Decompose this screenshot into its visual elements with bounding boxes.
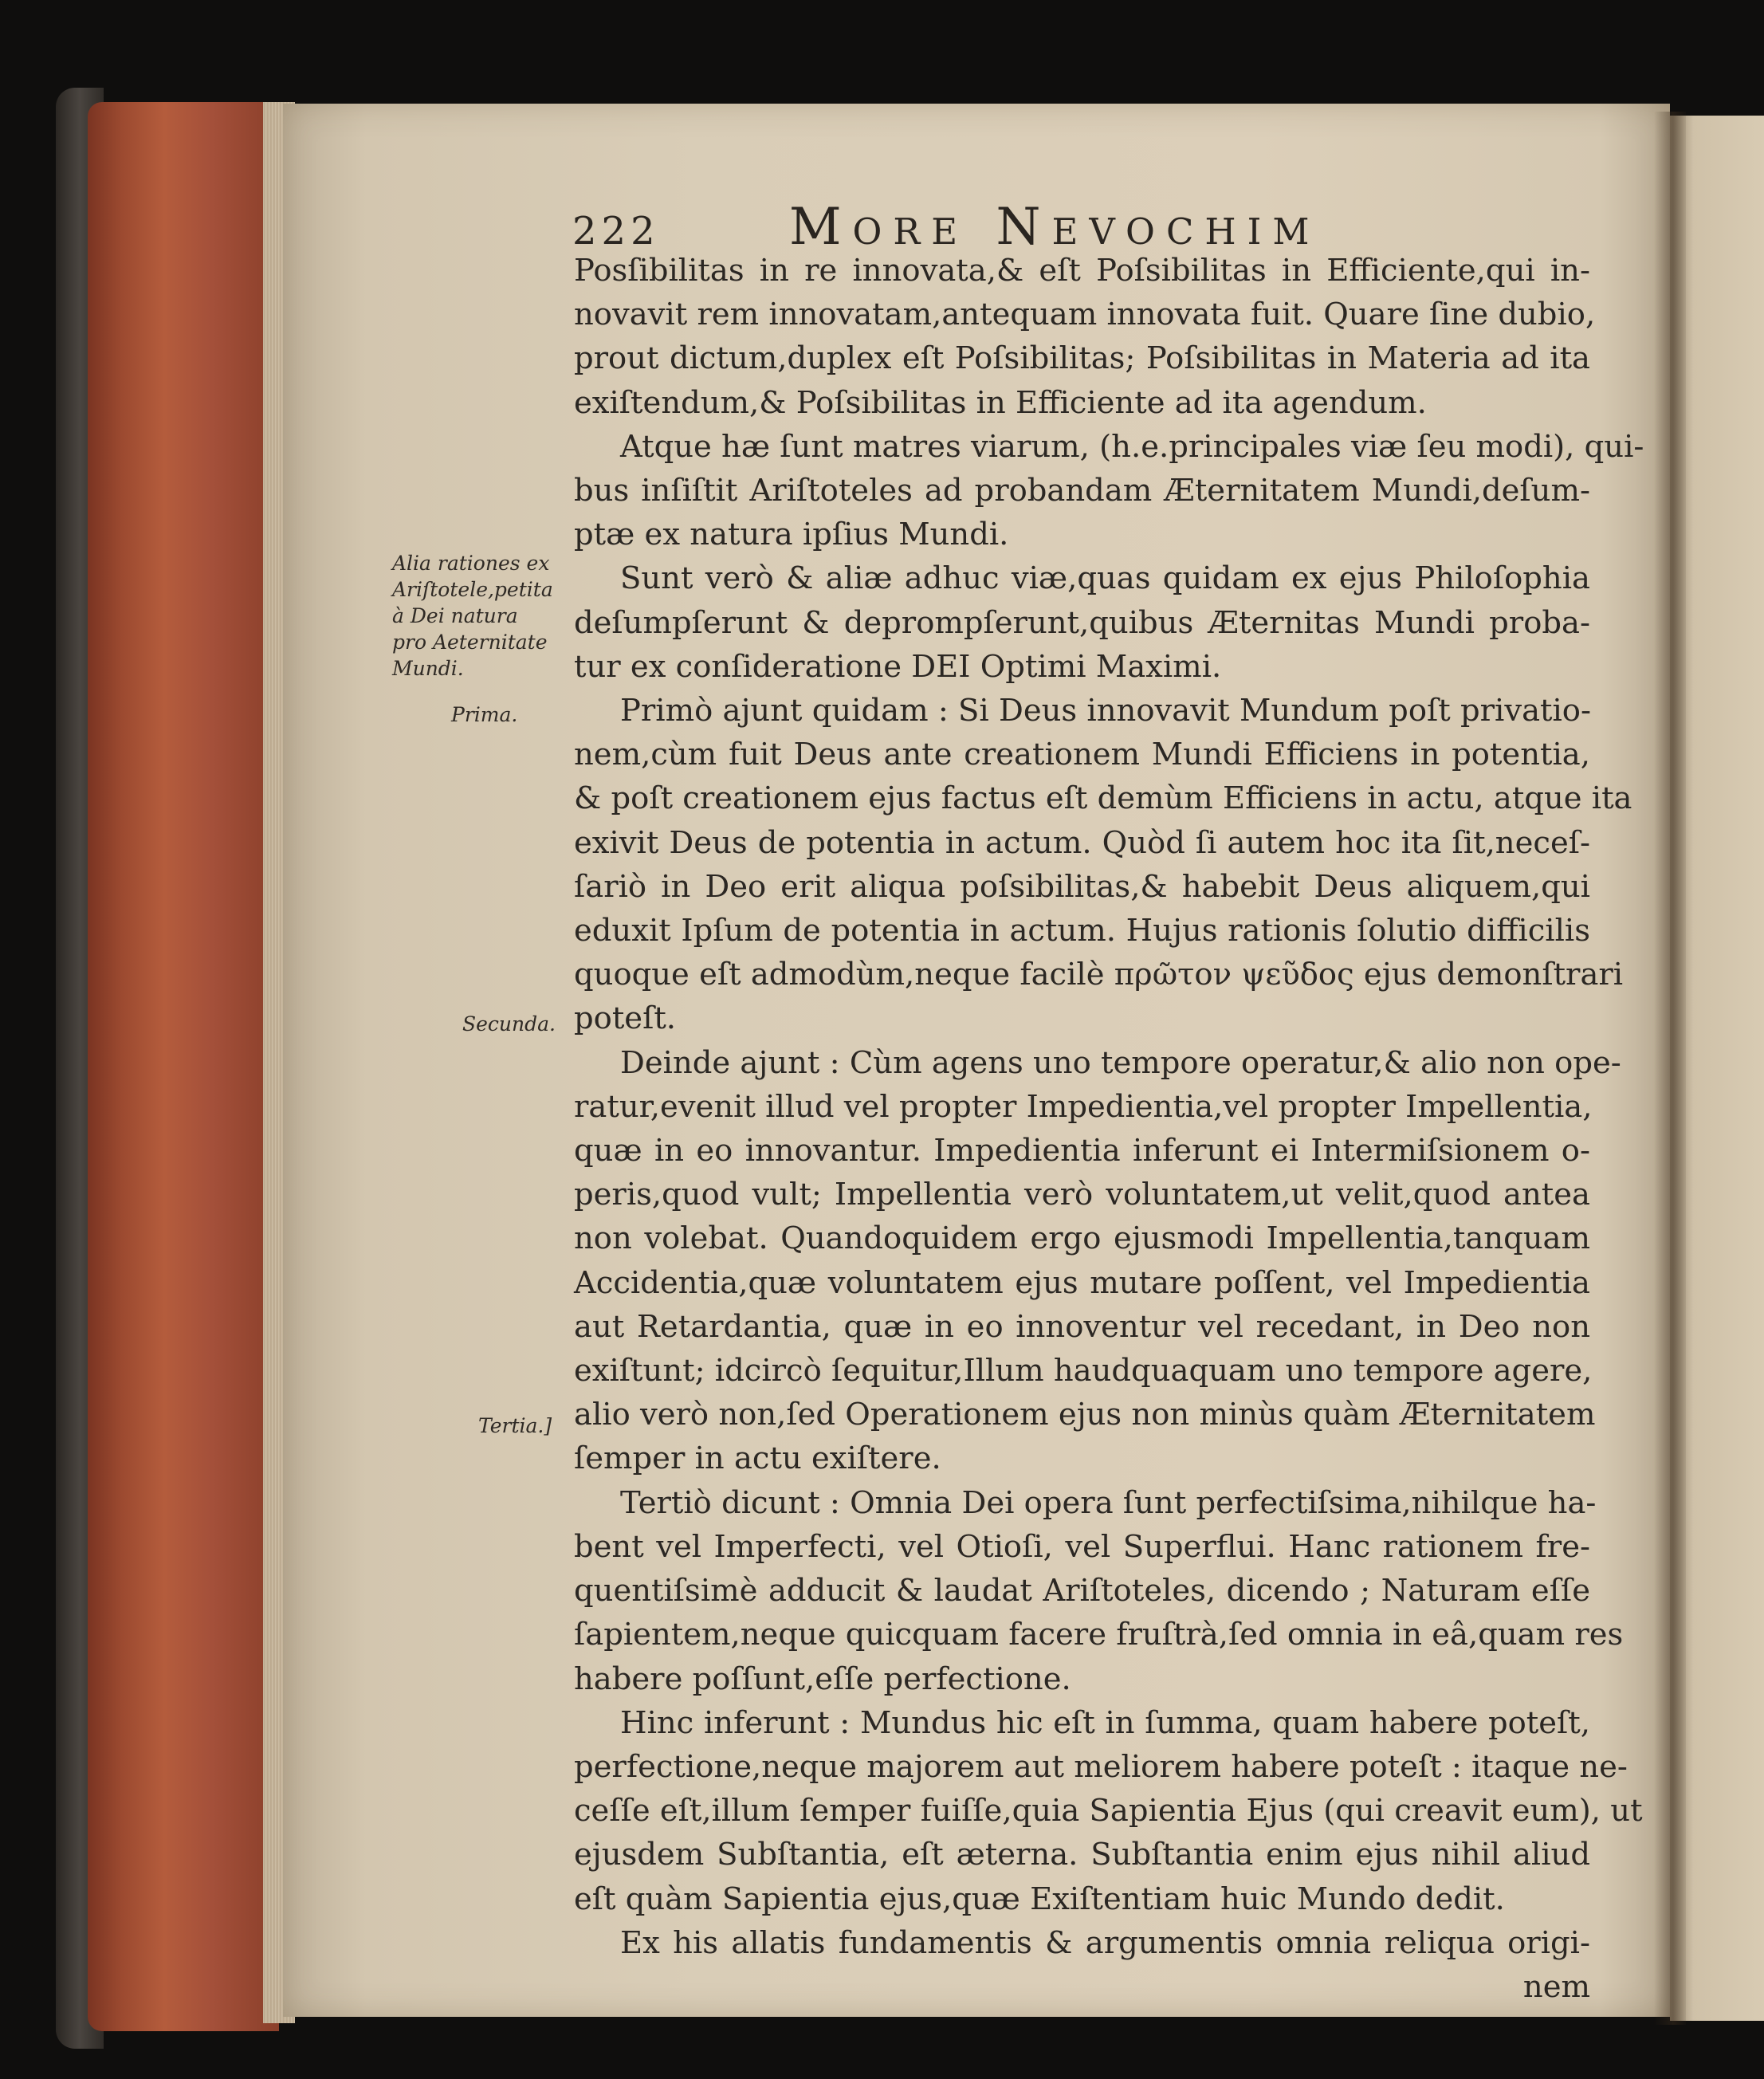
text-line: tur ex conſideratione DEI Optimi Maximi. [574, 648, 1222, 685]
text-line: quentiſsimè adducit & laudat Ariſtoteles, dicendo ; Naturam eſſe [574, 1573, 1590, 1609]
text-line: perfectione,neque majorem aut meliorem habere poteſt : itaque ne- [574, 1748, 1628, 1785]
catchword: nem [1522, 1968, 1590, 2005]
text-line: ceſſe eſt,illum ſemper fuiſſe,quia Sapientia Ejus (qui creavit eum), ut [574, 1793, 1643, 1829]
text-line: Atque hæ ſunt matres viarum, (h.e.principales viæ ſeu modi), qui- [620, 428, 1644, 465]
book-fore-edge [88, 102, 279, 2031]
text-line: exivit Deus de potentia in actum. Quòd ſi autem hoc ita ſit,neceſ- [574, 824, 1590, 861]
paragraph [574, 1921, 1590, 2009]
paragraph [574, 249, 1596, 425]
text-line: Primò ajunt quidam : Si Deus innovavit Mundum poſt privatio- [620, 693, 1591, 729]
text-line: & poſt creationem ejus factus eſt demùm Efficiens in actu, atque ita [574, 780, 1632, 817]
page-number: 222 [572, 209, 660, 253]
margin-note-line: à Dei natura [392, 604, 518, 627]
text-line: non volebat. Quandoquidem ergo ejusmodi Impellentia,tanquam [574, 1220, 1590, 1257]
text-line: Accidentia,quæ voluntatem ejus mutare poſſent, vel Impedientia [574, 1264, 1590, 1301]
text-line: ratur,evenit illud vel propter Impedientia,vel propter Impellentia, [574, 1088, 1593, 1125]
paragraph [574, 689, 1632, 1041]
text-line: ejusdem Subſtantia, eſt æterna. Subſtantia enim ejus nihil aliud [574, 1837, 1590, 1873]
text-line: exiſtendum,& Poſsibilitas in Efficiente ad ita agendum. [574, 384, 1427, 421]
text-line: novavit rem innovatam,antequam innovata fuit. Quare ſine dubio, [574, 297, 1596, 333]
paragraph [574, 1481, 1624, 1701]
margin-note-secunda: Secunda. [462, 1012, 556, 1036]
text-line: ſapientem,neque quicquam facere fruſtrà,ſed omnia in eâ,quam res [574, 1617, 1624, 1653]
text-line: ſemper in actu exiſtere. [574, 1440, 941, 1477]
margin-note-tertia: Tertia.] [478, 1414, 552, 1437]
text-line: exiſtunt; idcircò ſequitur,Illum haudquaquam uno tempore agere, [574, 1353, 1593, 1389]
text-line: peris,quod vult; Impellentia verò voluntatem,ut velit,quod antea [574, 1177, 1590, 1213]
paragraph [574, 1701, 1643, 1921]
text-line: Tertiò dicunt : Omnia Dei opera ſunt perfectiſsima,nihilque ha- [620, 1484, 1597, 1521]
text-line: nem,cùm fuit Deus ante creationem Mundi Efficiens in potentia, [574, 737, 1590, 773]
text-line: Sunt verò & aliæ adhuc viæ,quas quidam ex ejus Philoſophia [620, 560, 1590, 597]
text-line: eſt quàm Sapientia ejus,quæ Exiſtentiam huic Mundo dedit. [574, 1881, 1505, 1917]
text-line: habere poſſunt,eſſe perfectione. [574, 1660, 1071, 1697]
margin-note-line: Mundi. [392, 657, 464, 680]
text-line: poteſt. [574, 1000, 677, 1037]
paragraph [574, 1041, 1621, 1481]
margin-note-alia-rationes [392, 550, 576, 682]
margin-note-prima: Prima. [451, 703, 518, 726]
running-title: More Nevochim [789, 198, 1321, 257]
text-line: Ex his allatis fundamentis & argumentis omnia reliqua origi- [620, 1924, 1590, 1961]
page-gutter [1654, 112, 1686, 2025]
text-line: Hinc inferunt : Mundus hic eſt in ſumma, quam habere poteſt, [620, 1704, 1590, 1741]
margin-note-line: pro Aeternitate [392, 631, 548, 654]
margin-note-line: Ariſtotele,petita [392, 578, 553, 601]
margin-note-line: Alia rationes ex [392, 552, 550, 575]
text-line: prout dictum,duplex eſt Poſsibilitas; Poſsibilitas in Materia ad ita [574, 340, 1590, 377]
text-line: ſariò in Deo erit aliqua poſsibilitas,& habebit Deus aliquem,qui [574, 868, 1590, 905]
text-line: aut Retardantia, quæ in eo innoventur vel recedant, in Deo non [574, 1308, 1590, 1345]
paragraph [574, 556, 1590, 689]
paragraph [574, 425, 1644, 557]
main-text [574, 249, 1644, 2009]
text-line: Posſibilitas in re innovata,& eſt Poſsibilitas in Efficiente,qui in- [574, 253, 1590, 289]
text-line: deſumpſerunt & deprompſerunt,quibus Æternitas Mundi proba- [574, 604, 1590, 641]
text-line: quæ in eo innovantur. Impedientia inferunt ei Intermiſsionem o- [574, 1133, 1590, 1169]
text-line: ptæ ex natura ipſius Mundi. [574, 517, 1009, 553]
text-line: bent vel Imperfecti, vel Otioſi, vel Superflui. Hanc rationem fre- [574, 1528, 1590, 1565]
text-line: alio verò non,ſed Operationem ejus non minùs quàm Æternitatem [574, 1397, 1596, 1433]
text-line: Deinde ajunt : Cùm agens uno tempore operatur,& alio non ope- [620, 1044, 1621, 1081]
text-line: eduxit Ipſum de potentia in actum. Hujus rationis ſolutio difficilis [574, 913, 1590, 949]
text-line: bus inſiſtit Ariſtoteles ad probandam Æternitatem Mundi,deſum- [574, 473, 1590, 509]
text-line: quoque eſt admodùm,neque facilè πρῶτον ψεῦδος ejus demonſtrari [574, 957, 1624, 993]
